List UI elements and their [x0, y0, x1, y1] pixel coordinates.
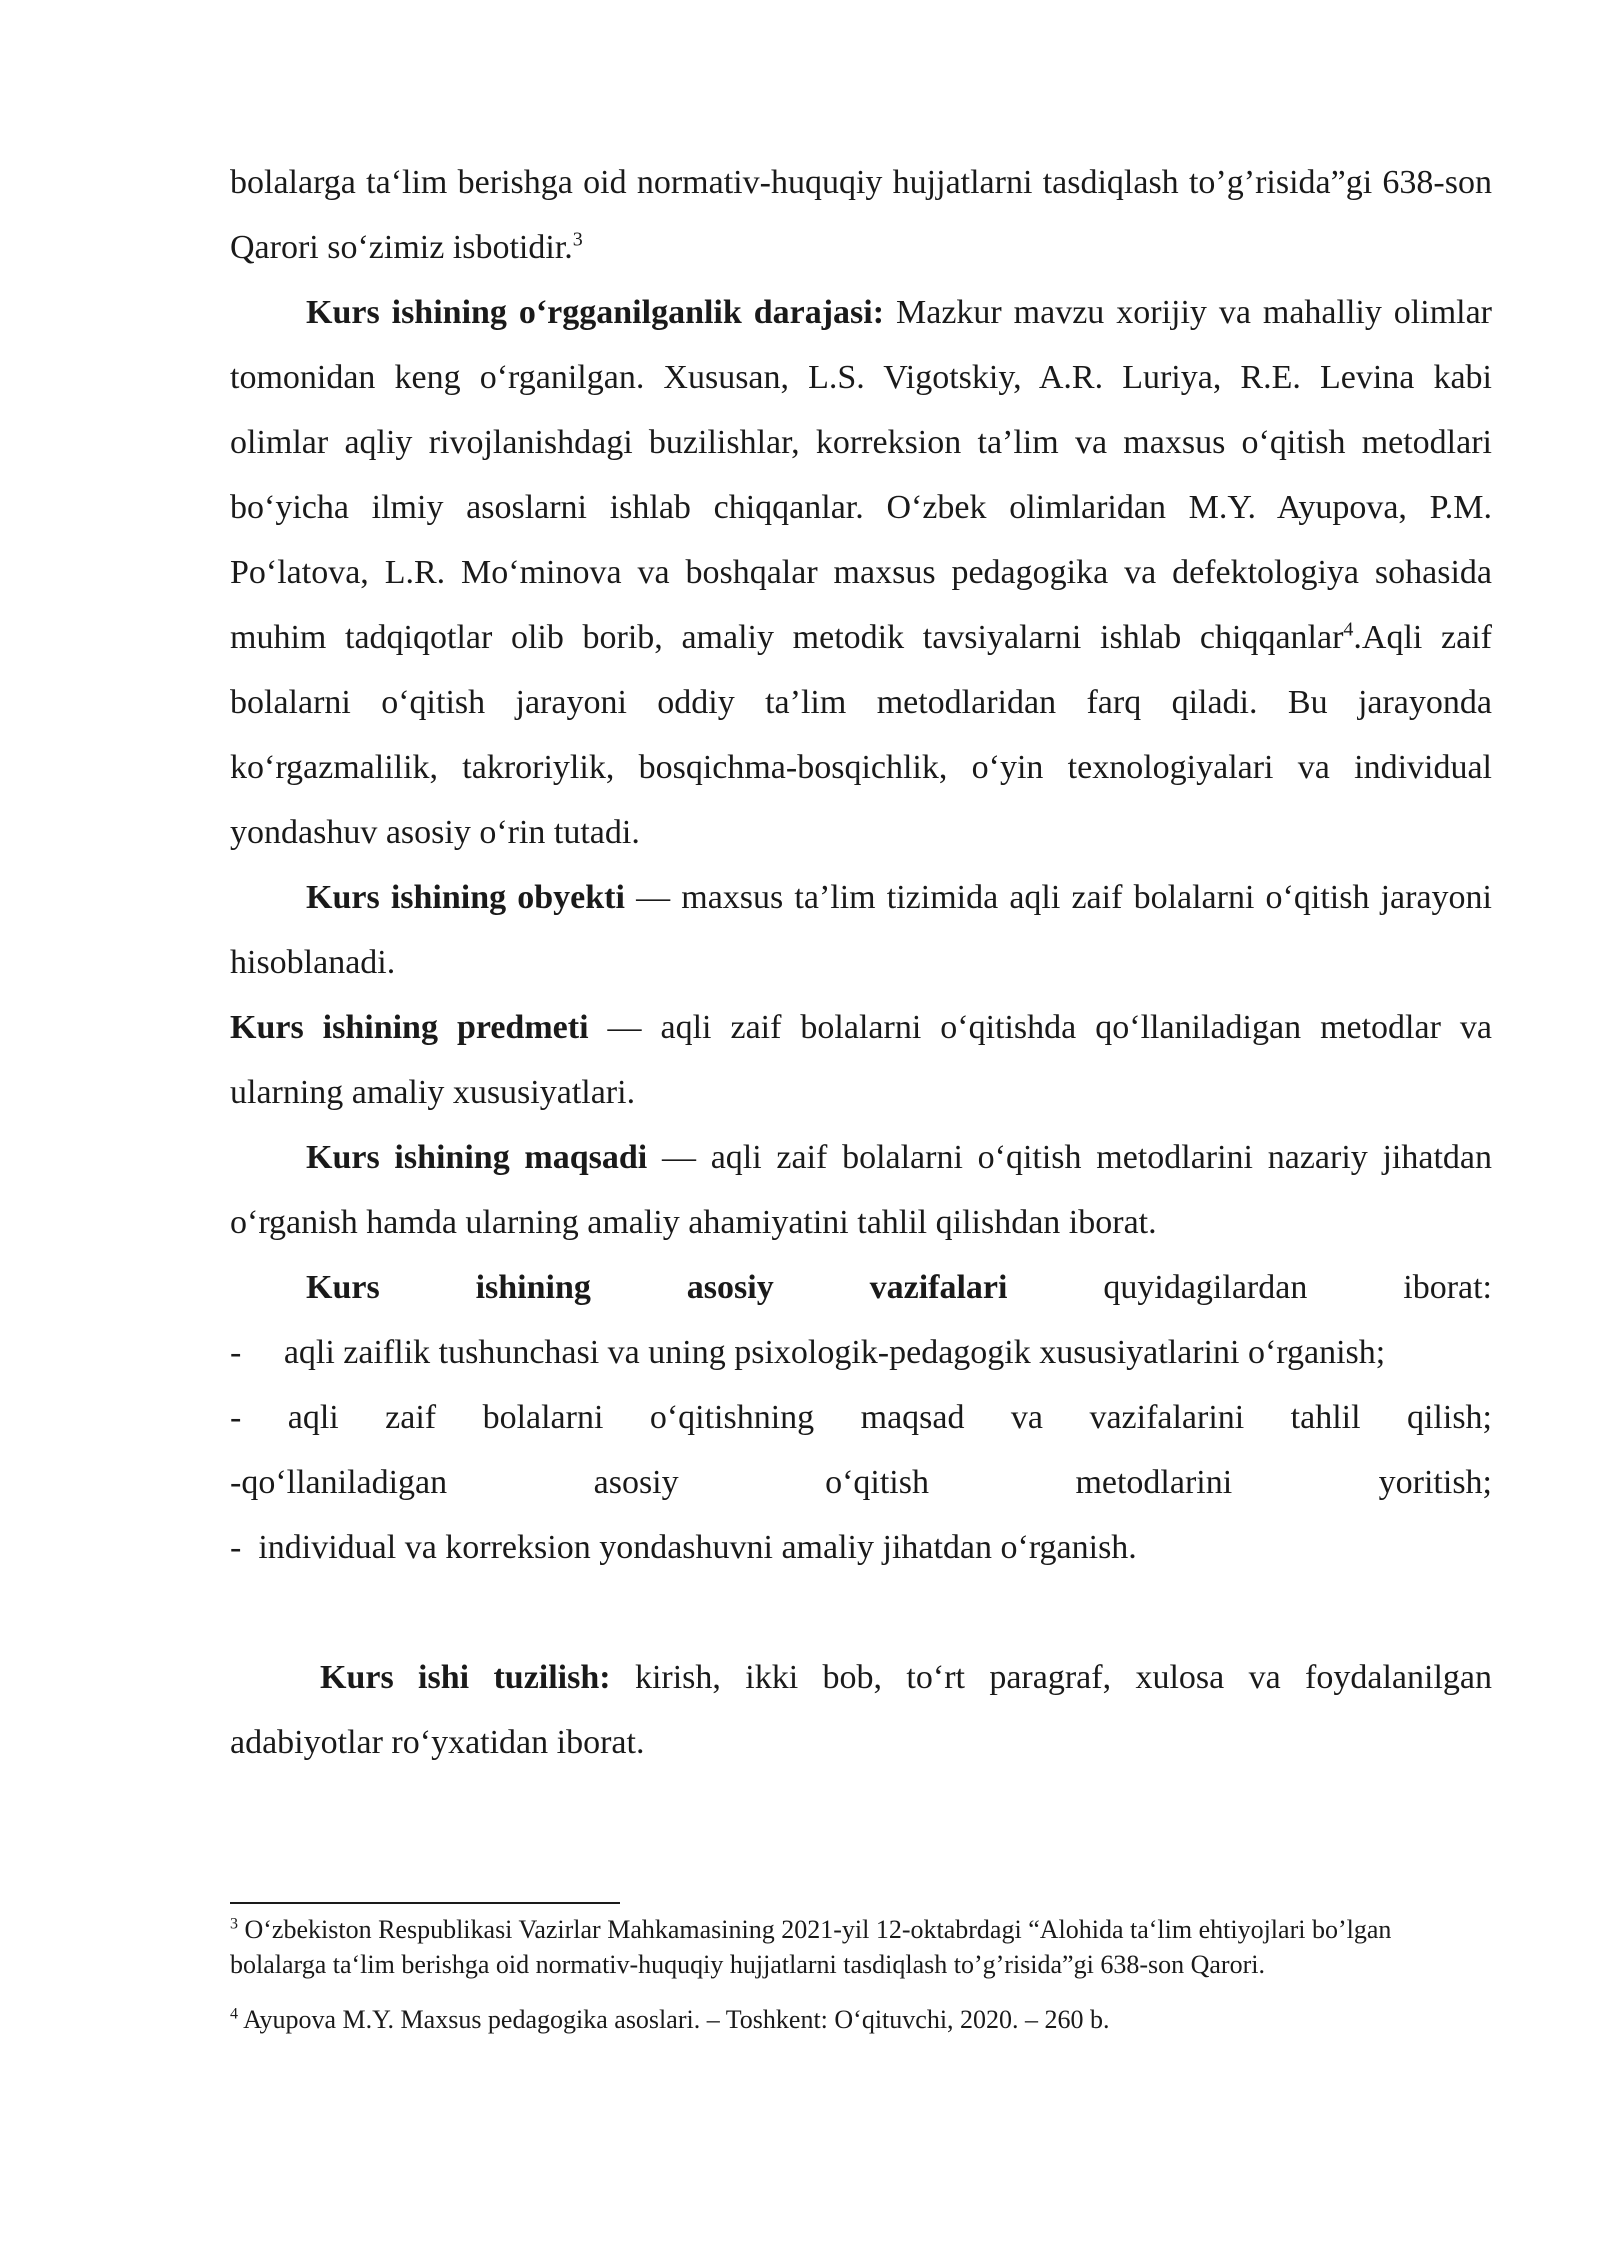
paragraph-structure — [230, 1645, 1492, 1775]
paragraph-heading: Kurs ishining maqsadi — [306, 1139, 648, 1176]
task-item-1: - aqli zaiflik tushunchasi va uning psixologik-pedagogik xususiyatlarini o‘rganish; — [230, 1334, 1386, 1371]
paragraph-text: — maxsus ta’lim tizimida aqli zaif bolalarni o‘qitish jarayoni hisoblanadi. — [230, 879, 1493, 981]
paragraph-tasks-intro — [230, 1255, 1492, 1320]
paragraph-text: .Aqli zaif bolalarni o‘qitish jarayoni oddiy ta’lim metodlaridan farq qiladi. Bu jarayonda ko‘rgazmalilik, takroriylik, bosqichma-bosqichlik, o‘yin texnologiyalari va individual yondashuv asosiy o‘rin tutadi. — [230, 619, 1492, 851]
paragraph-subject — [230, 995, 1492, 1125]
footnote-4 — [230, 2002, 1492, 2037]
paragraph-object — [230, 865, 1492, 995]
footnotes — [230, 1912, 1492, 2037]
paragraph-text: — aqli zaif bolalarni o‘qitishda qo‘llaniladigan metodlar va ularning amaliy xususiyatlari. — [230, 1009, 1492, 1111]
paragraph-goal — [230, 1125, 1492, 1255]
paragraph-text: Mazkur mavzu xorijiy va mahalliy olimlar tomonidan keng o‘rganilgan. Xususan, L.S. Vigotskiy, A.R. Luriya, R.E. Levina kabi olimlar aqliy rivojlanishdagi buzilishlar, korreksion ta’lim va maxsus o‘qitish metodlari bo‘yicha ilmiy asoslarni ishlab chiqqanlar. O‘zbek olimlaridan M.Y. Ayupova, P.M. Po‘latova, L.R. Mo‘minova va boshqalar maxsus pedagogika va defektologiya sohasida muhim tadqiqotlar olib borib, amaliy metodik tavsiyalarni ishlab chiqqanlar — [230, 294, 1492, 656]
paragraph-heading: Kurs ishining o‘rgganilganlik darajasi: — [306, 294, 885, 331]
footnote-3 — [230, 1912, 1492, 1982]
paragraph-text: — aqli zaif bolalarni o‘qitish metodlarini nazariy jihatdan o‘rganish hamda ularning amaliy ahamiyatini tahlil qilishdan iborat. — [230, 1139, 1493, 1241]
footnote-text: O‘zbekiston Respublikasi Vazirlar Mahkamasining 2021-yil 12-oktabrdagi “Alohida ta‘lim ehtiyojlari bo’lgan bolalarga ta‘lim berishga oid normativ-huquqiy hujjatlarni tasdiqlash to’g’risida”gi 638-son Qarori. — [230, 1915, 1392, 1979]
footnote-mark: 4 — [230, 2005, 238, 2023]
paragraph-heading: Kurs ishining obyekti — [306, 879, 625, 916]
paragraph-text: kirish, ikki bob, to‘rt paragraf, xulosa va foydalanilgan adabiyotlar ro‘yxatidan iborat. — [230, 1659, 1492, 1761]
blank-line — [230, 1580, 1492, 1645]
paragraph-text: bolalarga ta‘lim berishga oid normativ-huquqiy hujjatlarni tasdiqlash to’g’risida”gi 638-son Qarori so‘zimiz isbotidir. — [230, 164, 1492, 266]
footnote-mark: 3 — [230, 1915, 238, 1933]
paragraph-heading: Kurs ishining predmeti — [230, 1009, 589, 1046]
footnote-separator — [230, 1902, 620, 1904]
task-item-4: - individual va korreksion yondashuvni amaliy jihatdan o‘rganish. — [230, 1529, 1137, 1566]
footnote-ref-3: 3 — [572, 228, 583, 251]
paragraph-study-level — [230, 280, 1492, 865]
task-item-2: - aqli zaif bolalarni o‘qitishning maqsad va vazifalarini tahlil qilish; — [230, 1399, 1492, 1436]
paragraph-text: quyidagilardan iborat: — [1007, 1269, 1493, 1306]
paragraph-heading: Kurs ishi tuzilish: — [320, 1659, 611, 1696]
document-body — [230, 150, 1492, 1775]
footnote-text: Ayupova M.Y. Maxsus pedagogika asoslari. – Toshkent: O‘qituvchi, 2020. – 260 b. — [238, 2005, 1110, 2034]
paragraph-continuation — [230, 150, 1492, 280]
footnote-ref-4: 4 — [1343, 618, 1354, 641]
task-item-3: -qo‘llaniladigan asosiy o‘qitish metodlarini yoritish; — [230, 1464, 1492, 1501]
paragraph-heading: Kurs ishining asosiy vazifalari — [306, 1269, 1008, 1306]
